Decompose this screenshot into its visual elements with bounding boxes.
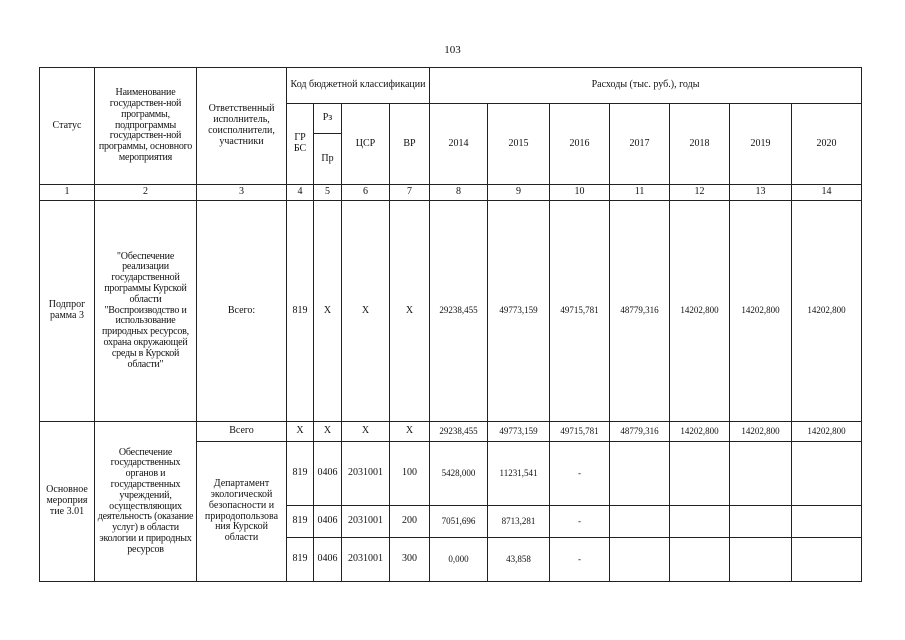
activity-value-2018 (670, 538, 730, 582)
column-number: 2 (95, 185, 197, 201)
column-numbers-row (40, 185, 862, 201)
activity-total-responsible: Всего (197, 422, 287, 442)
header-row-1 (40, 68, 862, 104)
budget-table (39, 67, 862, 582)
activity-value-2018 (670, 506, 730, 538)
activity-value-2014: 0,000 (430, 538, 488, 582)
subprogram-value-2014: 29238,455 (430, 201, 488, 422)
activity-grbs: 819 (287, 538, 314, 582)
activity-value-2015: 43,858 (488, 538, 550, 582)
activity-department: Департамент экологической безопасности и природопользова ния Курской области (197, 442, 287, 582)
activity-value-2015: 8713,281 (488, 506, 550, 538)
subprogram-csr: Х (342, 201, 390, 422)
column-number: 14 (792, 185, 862, 201)
subprogram-responsible: Всего: (197, 201, 287, 422)
header-vr: ВР (390, 104, 430, 185)
activity-total-csr: Х (342, 422, 390, 442)
activity-value-2020 (792, 506, 862, 538)
activity-value-2020 (792, 538, 862, 582)
column-number: 3 (197, 185, 287, 201)
activity-total-value-2014: 29238,455 (430, 422, 488, 442)
column-number: 10 (550, 185, 610, 201)
activity-total-value-2018: 14202,800 (670, 422, 730, 442)
header-pr: Пр (314, 134, 342, 185)
activity-value-2016: - (550, 442, 610, 506)
column-number: 6 (342, 185, 390, 201)
activity-value-2016: - (550, 538, 610, 582)
activity-status: Основное мероприя тие 3.01 (40, 422, 95, 582)
activity-grbs: 819 (287, 442, 314, 506)
activity-name: Обеспечение государственных органов и государственных учреждений, осуществляющих деятельность (оказание услуг) в области экологии и природных ресурсов (95, 422, 197, 582)
activity-value-2014: 5428,000 (430, 442, 488, 506)
header-year-2020: 2020 (792, 104, 862, 185)
activity-rzpr: 0406 (314, 506, 342, 538)
subprogram-row (40, 201, 862, 422)
activity-csr: 2031001 (342, 538, 390, 582)
activity-total-rzpr: Х (314, 422, 342, 442)
activity-rzpr: 0406 (314, 538, 342, 582)
activity-vr: 200 (390, 506, 430, 538)
activity-total-value-2017: 48779,316 (610, 422, 670, 442)
header-grbs: ГР БС (287, 104, 314, 185)
subprogram-value-2018: 14202,800 (670, 201, 730, 422)
activity-total-value-2020: 14202,800 (792, 422, 862, 442)
activity-value-2014: 7051,696 (430, 506, 488, 538)
activity-value-2016: - (550, 506, 610, 538)
activity-value-2019 (730, 538, 792, 582)
header-csr: ЦСР (342, 104, 390, 185)
subprogram-grbs: 819 (287, 201, 314, 422)
subprogram-value-2020: 14202,800 (792, 201, 862, 422)
header-year-2016: 2016 (550, 104, 610, 185)
subprogram-value-2019: 14202,800 (730, 201, 792, 422)
column-number: 9 (488, 185, 550, 201)
header-name: Наименование государствен-ной программы, подпрограммы государствен-ной программы, основного мероприятия (95, 68, 197, 185)
column-number: 12 (670, 185, 730, 201)
subprogram-name: "Обеспечение реализации государственной программы Курской области "Воспроизводство и использование природных ресурсов, охрана окружающей среды в Курской области" (95, 201, 197, 422)
activity-csr: 2031001 (342, 442, 390, 506)
column-number: 5 (314, 185, 342, 201)
activity-total-row (40, 422, 862, 442)
header-rz: Рз (314, 104, 342, 134)
activity-total-vr: Х (390, 422, 430, 442)
subprogram-rzpr: Х (314, 201, 342, 422)
activity-value-2020 (792, 442, 862, 506)
header-year-2017: 2017 (610, 104, 670, 185)
activity-rzpr: 0406 (314, 442, 342, 506)
column-number: 7 (390, 185, 430, 201)
activity-value-2019 (730, 506, 792, 538)
subprogram-value-2016: 49715,781 (550, 201, 610, 422)
subprogram-value-2015: 49773,159 (488, 201, 550, 422)
activity-value-2017 (610, 538, 670, 582)
column-number: 11 (610, 185, 670, 201)
page-number: 103 (444, 44, 461, 56)
subprogram-vr: Х (390, 201, 430, 422)
header-year-2018: 2018 (670, 104, 730, 185)
header-expenses: Расходы (тыс. руб.), годы (430, 68, 862, 104)
activity-value-2015: 11231,541 (488, 442, 550, 506)
header-responsible: Ответственный исполнитель, соисполнители, участники (197, 68, 287, 185)
activity-value-2017 (610, 442, 670, 506)
activity-vr: 300 (390, 538, 430, 582)
header-year-2015: 2015 (488, 104, 550, 185)
activity-grbs: 819 (287, 506, 314, 538)
column-number: 8 (430, 185, 488, 201)
activity-total-grbs: Х (287, 422, 314, 442)
activity-total-value-2015: 49773,159 (488, 422, 550, 442)
activity-value-2017 (610, 506, 670, 538)
activity-value-2018 (670, 442, 730, 506)
column-number: 4 (287, 185, 314, 201)
column-number: 1 (40, 185, 95, 201)
header-year-2014: 2014 (430, 104, 488, 185)
column-number: 13 (730, 185, 792, 201)
subprogram-value-2017: 48779,316 (610, 201, 670, 422)
header-year-2019: 2019 (730, 104, 792, 185)
activity-vr: 100 (390, 442, 430, 506)
header-budget-code: Код бюджетной классификации (287, 68, 430, 104)
subprogram-status: Подпрог рамма 3 (40, 201, 95, 422)
activity-total-value-2019: 14202,800 (730, 422, 792, 442)
activity-value-2019 (730, 442, 792, 506)
activity-total-value-2016: 49715,781 (550, 422, 610, 442)
activity-csr: 2031001 (342, 506, 390, 538)
header-status: Статус (40, 68, 95, 185)
